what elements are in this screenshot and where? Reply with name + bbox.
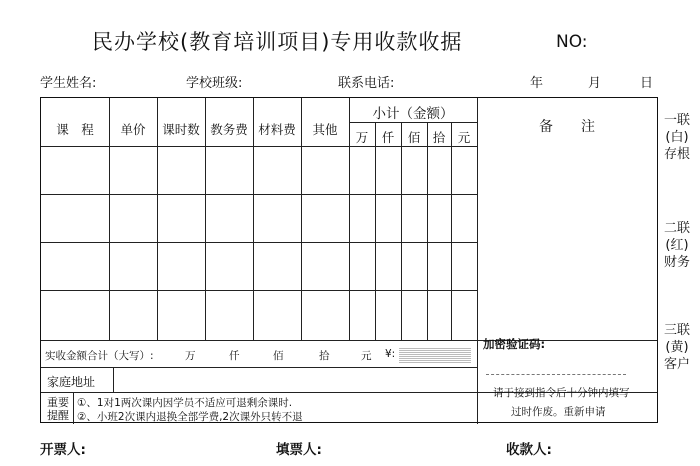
total-unit-yuan: 元 <box>361 350 372 362</box>
unit-qian: 仟 <box>381 130 395 145</box>
day-label: 日 <box>640 76 654 91</box>
col-admin-fee: 教务费 <box>210 122 248 137</box>
unit-shi: 拾 <box>432 130 446 145</box>
class-label: 学校班级: <box>186 76 243 91</box>
receipt-number-label: NO: <box>556 32 588 52</box>
total-label: 实收金额合计（大写）: <box>45 350 154 362</box>
col-hours: 课时数 <box>162 122 200 137</box>
month-label: 月 <box>588 76 602 91</box>
copy-label-customer: 三联(黄)客户 <box>664 323 691 372</box>
total-unit-shi: 拾 <box>319 350 330 362</box>
col-course: 课 程 <box>56 122 94 137</box>
phone-label: 联系电话: <box>338 76 395 91</box>
address-label: 家庭地址 <box>47 375 96 389</box>
amount-fill-box <box>399 347 471 363</box>
note-1: ①、1对1两次课内因学员不适应可退剩余课时. <box>77 397 293 409</box>
unit-wan: 万 <box>355 130 369 145</box>
note-2: ②、小班2次课内退换全部学费,2次课外只转不退 <box>77 411 303 423</box>
year-label: 年 <box>530 76 544 91</box>
verify-note-1: 请于接到指令后十分钟内填写 <box>493 387 630 399</box>
receipt-title: 民办学校(教育培训项目)专用收款收据 <box>92 30 463 54</box>
col-other: 其他 <box>312 122 338 137</box>
verify-note-2: 过时作废。重新申请 <box>511 406 606 418</box>
issuer-label: 开票人: <box>40 442 86 458</box>
copy-label-stub: 一联(白)存根 <box>664 113 691 162</box>
important-label: 重要提醒 <box>47 396 69 422</box>
total-unit-wan: 万 <box>185 350 196 362</box>
payee-label: 收款人: <box>506 442 552 458</box>
total-unit-qian: 仟 <box>229 350 240 362</box>
col-subtotal: 小计（金额） <box>372 106 454 122</box>
copy-label-finance: 二联(红)财务 <box>664 221 691 270</box>
total-unit-bai: 佰 <box>273 350 284 362</box>
verify-code-label: 加密验证码: <box>483 337 546 351</box>
col-material-fee: 材料费 <box>258 122 296 137</box>
col-unit-price: 单价 <box>120 122 146 137</box>
col-remark: 备 注 <box>539 119 595 135</box>
unit-bai: 佰 <box>407 130 421 145</box>
filler-label: 填票人: <box>276 442 322 458</box>
unit-yuan: 元 <box>457 130 471 145</box>
yen-label: ¥: <box>385 348 396 360</box>
student-name-label: 学生姓名: <box>40 76 97 91</box>
verify-code-line <box>486 374 626 375</box>
